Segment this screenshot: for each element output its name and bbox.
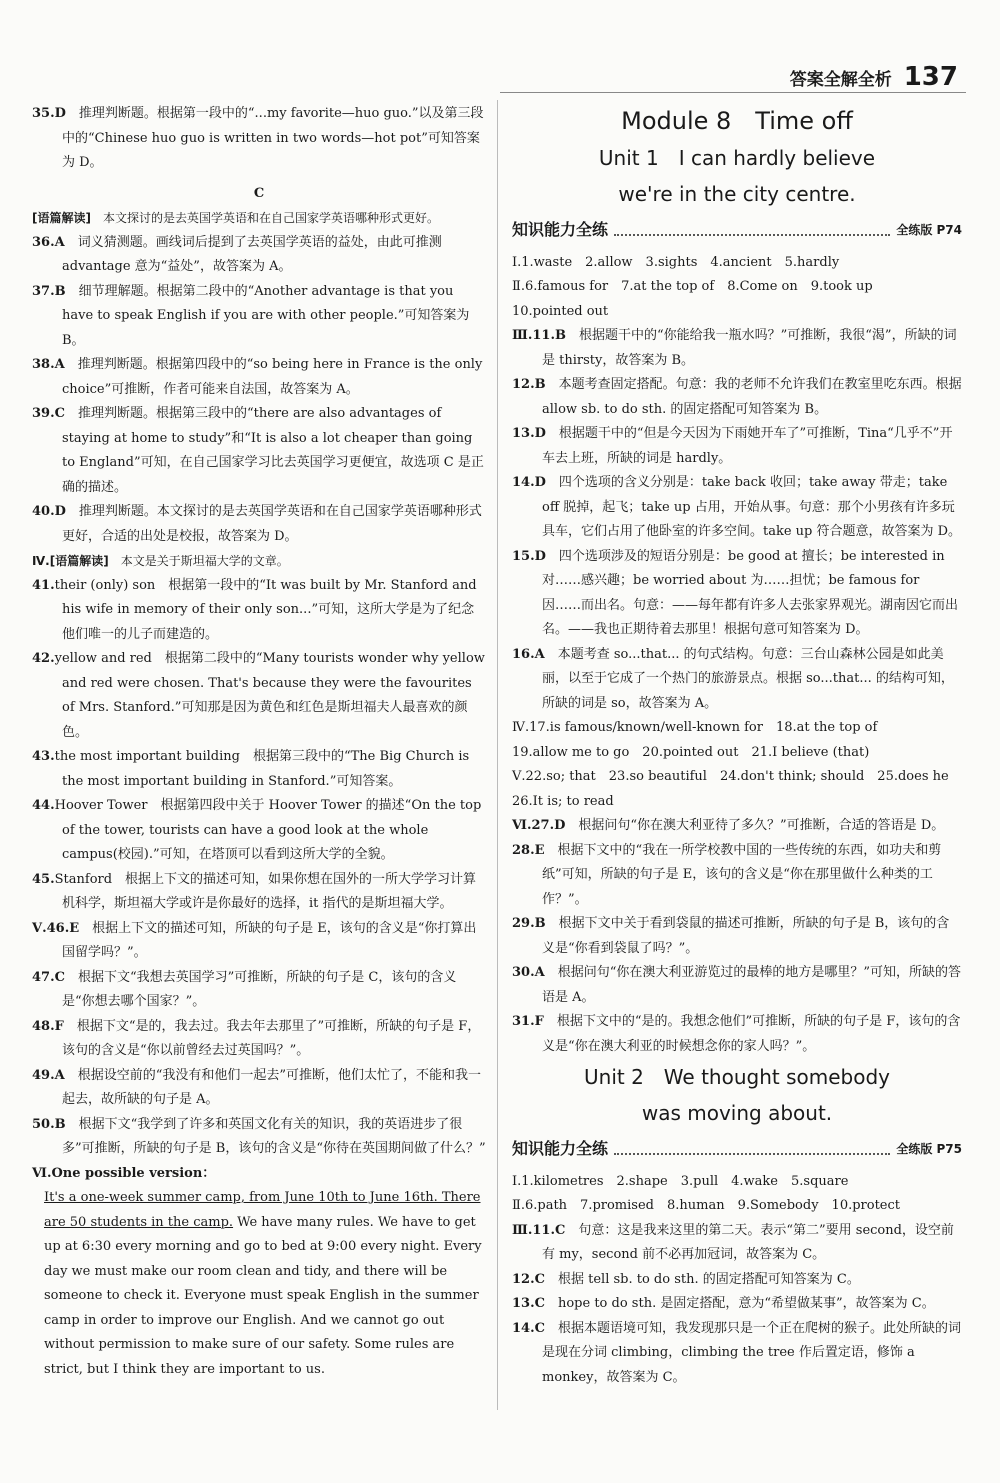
answers-v-cont: 26.It is; to read <box>512 793 614 809</box>
answer-37: 37.B 细节理解题。根据第二段中的“Another advantage is that you have to speak English if you are with other people.”可知答案为 B。 <box>32 283 470 348</box>
page-header <box>790 62 958 92</box>
answer-u1-31: 31.F 根据下文中的“是的。我想念他们”可推断，所缺的句子是 F，该句的含义是“你在澳大利亚的时候想念你的家人吗？”。 <box>512 1014 961 1054</box>
answer-40: 40.D 推理判断题。本文探讨的是去英国学英语和在自己国家学英语哪种形式更好，合适的出处是校报，故答案为 D。 <box>32 504 482 544</box>
answers-i: Ⅰ.1.waste 2.allow 3.sights 4.ancient 5.hardly <box>512 254 840 270</box>
answer-43: 43.the most important building 根据第三段中的“The Big Church is the most important building in Stanford.”可知答案。 <box>32 749 470 789</box>
answer-u2-11: Ⅲ.11.C 句意：这是我来这里的第二天。表示“第二”要用 second，设空前有 my，second 前不必再加冠词，故答案为 C。 <box>512 1222 954 1262</box>
column-divider <box>497 100 498 1410</box>
module-title: Module 8 Time off <box>621 107 853 135</box>
sample-essay: It's a one-week summer camp, from June 10th to June 16th. There are 50 students in the camp. We have many rules. We have to get up at 6:30 every morning and go to bed at 9:00 every night. Every day we must make our room clean and tidy, and there will be someone to check it. Everyone must speak English in the summer camp in order to improve our English. And we cannot go out without permission to make sure of our safety. Some rules are strict, but I think they are important to us. <box>44 1190 482 1377</box>
answers-v: Ⅴ.22.so; that 23.so beautiful 24.don't think; should 25.does he <box>512 769 949 784</box>
answer-38: 38.A 推理判断题。根据第四段中的“so being here in France is the only choice”可推断，作者可能来自法国，故答案为 A。 <box>32 357 483 397</box>
section-bar-unit1: 知识能力全练 全练版 P74 <box>512 220 962 239</box>
answer-u1-12: 12.B 本题考查固定搭配。句意：我的老师不允许我们在教室里吃东西。根据 allow sb. to do sth. 的固定搭配可知答案为 B。 <box>512 377 962 417</box>
answer-u1-16: 16.A 本题考查 so...that... 的句式结构。句意：三台山森林公园是如此美丽，以至于它成了一个热门的旅游景点。根据 so...that... 的结构可知，所缺的词是 so，故答案为 A。 <box>512 646 954 711</box>
answers-ii-cont: 10.pointed out <box>512 303 609 319</box>
answer-36: 36.A 词义猜测题。画线词后提到了去英国学英语的益处，由此可推测 advantage 意为“益处”，故答案为 A。 <box>32 234 442 274</box>
answer-48: 48.F 根据下文“是的，我去过。我去年去那里了”可推断，所缺的句子是 F，该句的含义是“你以前曾经去过英国吗？”。 <box>32 1018 481 1058</box>
header-label: 答案全解全析 <box>789 70 892 90</box>
answer-u2-13: 13.C hope to do sth. 是固定搭配，意为“希望做某事”，故答案为 C。 <box>512 1296 935 1311</box>
answer-35: 35.D 推理判断题。根据第一段中的“...my favorite—huo guo.”以及第三段中的“Chinese huo guo is written in two words—hot pot”可知答案为 D。 <box>32 106 484 170</box>
answers-iv-cont: 19.allow me to go 20.pointed out 21.I believe (that) <box>512 744 870 760</box>
answer-u1-11: Ⅲ.11.B 根据题干中的“你能给我一瓶水吗？”可推断，我很“渴”，所缺的词是 thirsty，故答案为 B。 <box>512 328 957 368</box>
answer-u2-14: 14.C 根据本题语境可知，我发现那只是一个正在爬树的猴子。此处所缺的词是现在分词 climbing，climbing the tree 作后置定语，修饰 a monkey，故答案为 C。 <box>512 1320 961 1385</box>
answer-u1-27: Ⅵ.27.D 根据问句“你在澳大利亚待了多久？”可推断，合适的答语是 D。 <box>512 818 945 833</box>
answer-45: 45.Stanford 根据上下文的描述可知，如果你想在国外的一所大学学习计算机科学，斯坦福大学或许是你最好的选择，it 指代的是斯坦福大学。 <box>32 871 477 911</box>
unit1-title-line1: Unit 1 I can hardly believe <box>598 146 876 170</box>
answer-u2-12: 12.C 根据 tell sb. to do sth. 的固定搭配可知答案为 C。 <box>512 1271 860 1287</box>
answer-u1-15: 15.D 四个选项涉及的短语分别是：be good at 擅长；be interested in 对……感兴趣；be worried about 为……担忧；be famous for 因……而出名。句意：——每年都有许多人去张家界观光。湖南因它而出名。——我也正期待着去那里！根据句意可知答案为 D。 <box>512 548 959 637</box>
passage-note-iv: Ⅳ.[语篇解读] 本文是关于斯坦福大学的文章。 <box>32 554 289 568</box>
answer-42: 42.yellow and red 根据第二段中的“Many tourists wonder why yellow and red were chosen. That's because they were the favourites of Mrs. Stanford.”可知那是因为黄色和红色是斯坦福夫人最喜欢的颜色。 <box>32 651 485 740</box>
answer-u1-30: 30.A 根据问句“你在澳大利亚游览过的最棒的地方是哪里？”可知，所缺的答语是 A。 <box>512 965 962 1005</box>
answers-ii: Ⅱ.6.famous for 7.at the top of 8.Come on 9.took up <box>512 279 873 294</box>
right-column <box>512 102 962 1390</box>
unit1-title-line2: we're in the city centre. <box>618 182 856 206</box>
left-column <box>32 102 486 1382</box>
section-c-heading: C <box>253 185 265 201</box>
answer-u1-14: 14.D 四个选项的含义分别是：take back 收回；take away 带走；take off 脱掉，起飞；take up 占用，开始从事。句意：那个小男孩有许多玩具车，它们占用了他卧室的许多空间。take up 符合题意，故答案为 D。 <box>512 475 962 539</box>
answer-u1-29: 29.B 根据下文中关于看到袋鼠的描述可推断，所缺的句子是 B，该句的含义是“你看到袋鼠了吗？”。 <box>512 916 950 956</box>
answer-u1-28: 28.E 根据下文中的“我在一所学校教中国的一些传统的东西，如功夫和剪纸”可知，所缺的句子是 E，该句的含义是“你在那里做什么种类的工作？”。 <box>512 842 942 907</box>
unit2-title-line1: Unit 2 We thought somebody <box>584 1065 890 1089</box>
answer-u1-13: 13.D 根据题干中的“但是今天因为下雨她开车了”可推断，Tina“几乎不”开车去上班，所缺的词是 hardly。 <box>512 426 953 466</box>
answer-47: 47.C 根据下文“我想去英国学习”可推断，所缺的句子是 C，该句的含义是“你想去哪个国家？”。 <box>32 969 457 1009</box>
answers-u2-i: Ⅰ.1.kilometres 2.shape 3.pull 4.wake 5.square <box>512 1173 849 1189</box>
answer-49: 49.A 根据设空前的“我没有和他们一起去”可推断，他们太忙了，不能和我一起去，故所缺的句子是 A。 <box>32 1067 482 1107</box>
answers-iv: Ⅳ.17.is famous/known/well-known for 18.at the top of <box>512 720 878 735</box>
writing-heading: Ⅵ.One possible version： <box>32 1165 216 1181</box>
answers-u2-ii: Ⅱ.6.path 7.promised 8.human 9.Somebody 10.protect <box>512 1198 901 1213</box>
section-bar-unit2: 知识能力全练 全练版 P75 <box>512 1139 962 1158</box>
unit2-title-line2: was moving about. <box>641 1101 833 1125</box>
passage-note-c: [语篇解读] 本文探讨的是去英国学英语和在自己国家学英语哪种形式更好。 <box>32 211 440 225</box>
answer-41: 41.their (only) son 根据第一段中的“It was built by Mr. Stanford and his wife in memory of their only son...”可知，这所大学是为了纪念他们唯一的儿子而建造的。 <box>32 577 477 642</box>
header-rule <box>500 92 966 93</box>
answer-44: 44.Hoover Tower 根据第四段中关于 Hoover Tower 的描述“On the top of the tower, tourists can have a good look at the whole campus(校园).”可知，在塔顶可以看到这所大学的全貌。 <box>32 798 482 862</box>
answer-50: 50.B 根据下文“我学到了许多和英国文化有关的知识，我的英语进步了很多”可推断，所缺的句子是 B，该句的含义是“你待在英国期间做了什么？” <box>32 1116 486 1156</box>
answer-46: Ⅴ.46.E 根据上下文的描述可知，所缺的句子是 E，该句的含义是“你打算出国留学吗？”。 <box>32 920 477 960</box>
page-number: 137 <box>903 62 958 92</box>
answer-39: 39.C 推理判断题。根据第三段中的“there are also advantages of staying at home to study”和“It is also a lot cheaper than going to England”可知，在自己国家学习比去英国学习更便宜，故选项 C 是正确的描述。 <box>32 406 484 495</box>
